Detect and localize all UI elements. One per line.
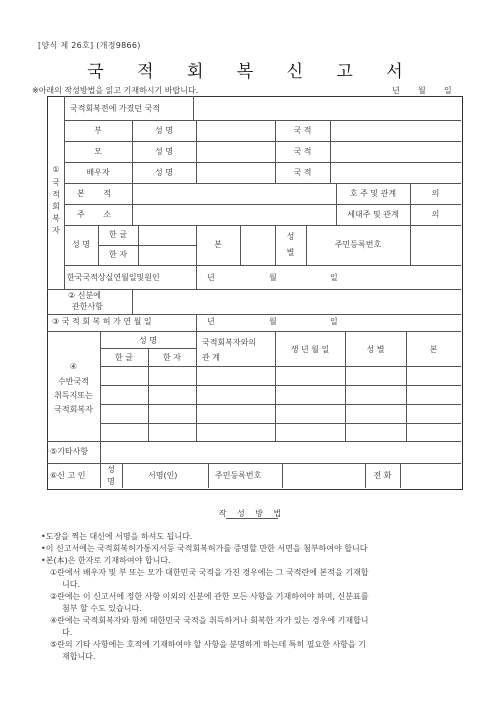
father-label: 부 xyxy=(94,126,102,135)
section3-year-label: 년 xyxy=(207,317,215,326)
instruction-item: •본(本)은 한자로 기재하여야 합니다. xyxy=(41,556,171,565)
section4-hangul-label: 한 글 xyxy=(115,353,133,362)
section4-number: ④ xyxy=(69,362,78,371)
section4-name-label: 성 명 xyxy=(139,336,157,345)
section4-birth-date-label: 생 년 월 일 xyxy=(290,345,330,354)
section4-relation-label-top: 국적회복자와의 xyxy=(202,338,257,347)
spouse-nationality-label: 국 적 xyxy=(293,168,312,177)
section5-label: ⑤기타사항 xyxy=(50,447,89,456)
section1-label-char: 자 xyxy=(52,226,60,235)
form-number: [양식 제 26호] (개정9866) xyxy=(38,41,141,50)
head-relation-ui: 의 xyxy=(431,189,440,198)
section6-phone-label: 전 화 xyxy=(373,471,392,480)
section4-bon-label: 본 xyxy=(429,345,438,354)
loss-year-label: 년 xyxy=(207,273,215,282)
section1-label-char: 적 xyxy=(52,190,60,199)
section6-name-label-bottom: 명 xyxy=(107,477,115,486)
household-relation-label: 세대주 및 관계 xyxy=(347,210,399,219)
registered-domicile-label: 본 적 xyxy=(77,189,119,198)
instruction-item: ②란에는 이 신고서에 정한 사항 이외의 신분에 관한 모든 사항을 기재하여야 하며, 신분표를 xyxy=(50,592,369,601)
section6-name-label-top: 성 xyxy=(107,465,115,474)
instruction-item: 첨부 할 수도 있습니다. xyxy=(62,604,142,613)
date-year-label: 년 xyxy=(392,86,400,95)
resident-number-label: 주민등록번호 xyxy=(334,240,382,249)
address-label: 주 소 xyxy=(77,210,119,219)
spouse-label: 배우자 xyxy=(86,168,110,177)
mother-nationality-label: 국 적 xyxy=(293,147,312,156)
instruction-item: •도장을 찍는 대신에 서명을 하셔도 됩니다. xyxy=(41,532,193,541)
section2-label-line2: 관한사항 xyxy=(72,302,103,311)
loss-date-reason-label: 한국국적상실연월일및원인 xyxy=(67,273,160,282)
head-relation-label: 호 주 및 관계 xyxy=(349,189,397,198)
full-name-label: 성 명 xyxy=(72,240,90,249)
section1-number: ① xyxy=(52,165,60,174)
section4-sex-label: 성 별 xyxy=(366,345,385,354)
instruction-item: •이 신고서에는 국적회복허가통지서등 국적회복허가를 증명할 만한 서면을 첨부하여야 합니다 xyxy=(41,544,368,553)
section6-resident-number-label: 주민등록번호 xyxy=(215,471,262,480)
prior-nationality-label: 국적회복전에 가졌던 국적 xyxy=(70,104,161,113)
section1-label-char: 회 xyxy=(52,202,60,211)
loss-day-label: 일 xyxy=(330,273,338,282)
section6-label: ⑥신 고 인 xyxy=(50,471,86,480)
instruction-item: 다. xyxy=(62,628,73,637)
instructions-title: 작 성 방 법 xyxy=(218,509,286,518)
instruction-item: 재합니다. xyxy=(62,652,96,661)
section1-label-char: 국 xyxy=(52,178,60,187)
household-relation-ui: 의 xyxy=(431,210,440,219)
sex-label-bottom: 별 xyxy=(286,248,295,257)
instruction-item: ①란에서 배우자 및 부 또는 모가 대한민국 국적을 가진 경우에는 그 국적란에 본적을 기재합 xyxy=(50,568,369,577)
section4-label-line3: 국적회복자 xyxy=(54,405,93,414)
date-month-label: 월 xyxy=(418,86,426,95)
father-name-label: 성 명 xyxy=(155,126,173,135)
sex-label-top: 성 xyxy=(286,232,295,241)
instruction-item: ④란에는 국적회복자와 함께 대한민국 국적을 취득하거나 회복한 자가 있는 경우에 기재합니 xyxy=(50,616,369,625)
instruction-item: ⑤란의 기타 사항에는 호적에 기재하여야 할 사항을 분명하게 하는데 특히 필요한 사항을 기 xyxy=(50,640,366,649)
section4-hanja-label: 한 자 xyxy=(163,353,181,362)
bon-label: 본 xyxy=(214,240,222,249)
hangul-label: 한 글 xyxy=(109,230,127,239)
section3-day-label: 일 xyxy=(330,317,338,326)
section4-relation-label-bottom: 관 계 xyxy=(202,353,220,362)
section6-signature-label: 서명(인) xyxy=(148,471,178,480)
instruction-notice: ※아래의 작성방법을 읽고 기재하시기 바랍니다. xyxy=(32,86,199,95)
hanja-label: 한 자 xyxy=(109,250,127,259)
section4-label-line2: 취득지또는 xyxy=(54,391,93,400)
mother-name-label: 성 명 xyxy=(155,147,173,156)
section3-month-label: 월 xyxy=(269,317,277,326)
loss-month-label: 월 xyxy=(269,273,277,282)
instruction-item: 니다. xyxy=(62,580,80,589)
mother-label: 모 xyxy=(94,147,102,156)
section2-label-line1: ② 신분에 xyxy=(68,291,101,300)
date-day-label: 일 xyxy=(444,86,452,95)
section4-label-line1: 수반국적 xyxy=(58,377,89,386)
section3-label: ③ 국 적 회 복 허 가 연 월 일 xyxy=(52,317,152,326)
father-nationality-label: 국 적 xyxy=(293,126,312,135)
section1-label-char: 복 xyxy=(52,214,60,223)
page-title: 국 적 회 복 신 고 서 xyxy=(87,62,417,82)
spouse-name-label: 성 명 xyxy=(155,168,173,177)
